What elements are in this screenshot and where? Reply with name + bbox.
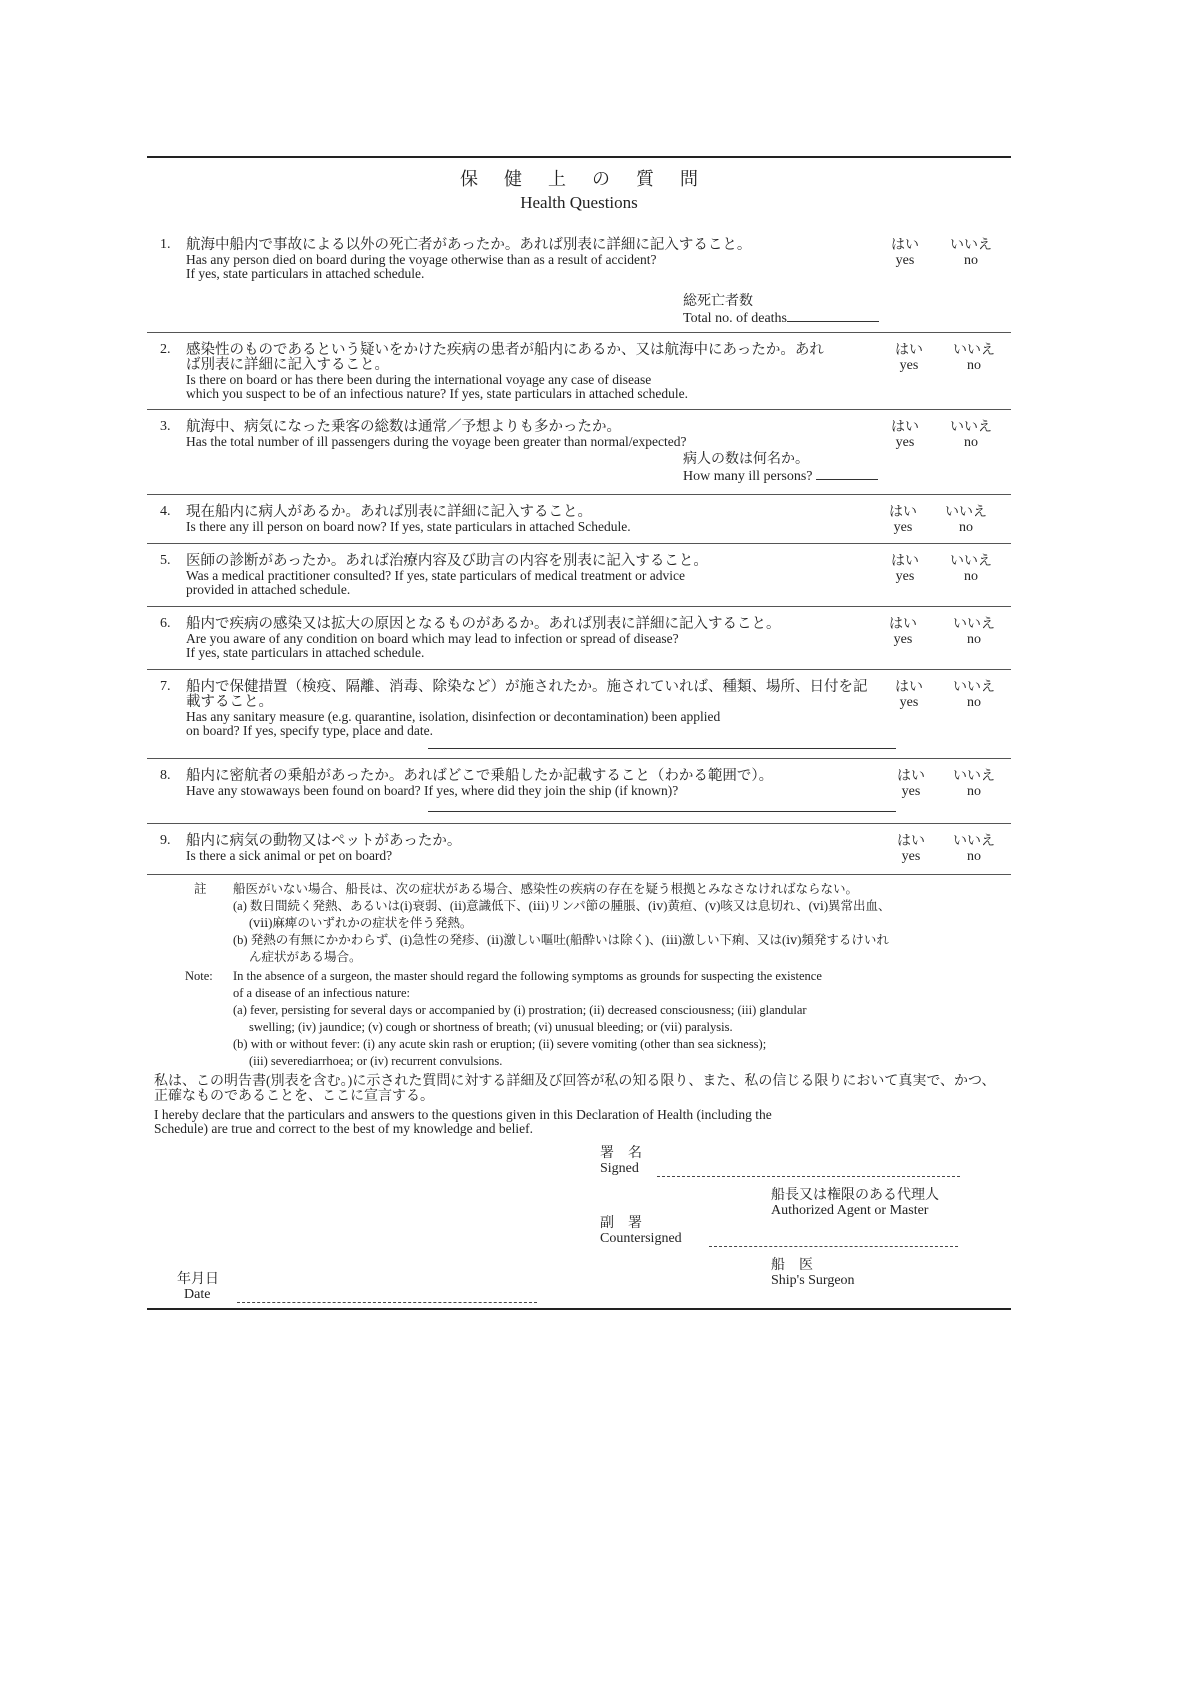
question-5 <box>147 544 1011 606</box>
question-text-ja: 医師の診断があったか。あれば治療内容及び助言の内容を別表に記入すること。 <box>186 553 708 569</box>
answer-yes[interactable]: はい yes <box>889 505 917 535</box>
signature-block <box>147 1136 1011 1306</box>
note-en-a: (a) fever, persisting for several days or accompanied by (i) prostration; (ii) decreased consciousness; (iii) glandular <box>233 1003 807 1017</box>
title-en: Health Questions <box>520 193 638 212</box>
question-1 <box>147 228 1011 332</box>
question-8 <box>147 759 1011 823</box>
question-text-en: Is there a sick animal or pet on board? <box>186 848 393 863</box>
note-en-b2: (iii) severediarrhoea; or (iv) recurrent convulsions. <box>249 1054 503 1068</box>
question-6 <box>147 607 1011 669</box>
title-ja: 保健上の質問 <box>460 169 724 189</box>
question-4 <box>147 495 1011 543</box>
total-deaths-field <box>683 294 914 326</box>
surgeon-label: 船 医 Ship's Surgeon <box>771 1258 855 1288</box>
question-text-ja: 船内に病気の動物又はペットがあったか。 <box>186 833 462 849</box>
ill-persons-field <box>683 452 914 484</box>
question-text-ja: 船内で疾病の感染又は拡大の原因となるものがあるか。あれば別表に詳細に記入すること。 <box>186 616 781 632</box>
stowaway-input[interactable] <box>428 811 896 812</box>
declaration-en-1: I hereby declare that the particulars and answers to the questions given in this Declaration of Health (including the <box>154 1107 772 1122</box>
sub-label-ja: 病人の数は何名か。 <box>683 452 809 467</box>
question-text-en: Is there any ill person on board now? If yes, state particulars in attached Schedule. <box>186 519 631 534</box>
note-ja-intro: 船医がいない場合、船長は、次の症状がある場合、感染性の疾病の存在を疑う根拠とみなさなければならない。 <box>233 882 859 896</box>
answer-no[interactable]: いいえ no <box>953 834 995 864</box>
note-en-intro: In the absence of a surgeon, the master should regard the following symptoms as grounds for suspecting the existence <box>233 969 822 983</box>
note-en-label: Note: <box>185 969 213 983</box>
question-number: 5. <box>160 553 171 568</box>
question-3 <box>147 410 1011 494</box>
note-en-b: (b) with or without fever: (i) any acute skin rash or eruption; (ii) severe vomiting (other than sea sickness); <box>233 1037 767 1051</box>
ill-persons-input[interactable] <box>816 467 878 480</box>
answer-yes[interactable]: はい yes <box>891 554 919 584</box>
question-text-ja: 船内に密航者の乗船があったか。あればどこで乗船したか記載すること（わかる範囲で）。 <box>186 768 774 784</box>
question-text-ja: 船内で保健措置（検疫、隔離、消毒、除染など）が施されたか。施されていれば、種類、場所、日付を記載すること。 <box>186 679 868 710</box>
question-number: 7. <box>160 679 171 694</box>
answer-no[interactable]: いいえ no <box>950 554 992 584</box>
notes-section <box>147 875 1011 1070</box>
form-title <box>147 158 1011 228</box>
sub-label-en: Total no. of deaths <box>683 311 787 326</box>
question-7 <box>147 670 1011 758</box>
question-text-en: Has the total number of ill passengers during the voyage been greater than normal/expected? <box>186 434 687 449</box>
note-ja-a: (a) 数日間続く発熱、あるいは(ⅰ)衰弱、(ⅱ)意識低下、(ⅲ)リンパ節の腫脹、(ⅳ)黄疸、(ⅴ)咳又は息切れ、(ⅵ)異常出血、 <box>233 899 891 913</box>
question-text-en: provided in attached schedule. <box>186 582 351 597</box>
health-questions-form <box>147 156 1011 1310</box>
declaration-ja-1: 私は、この明告書(別表を含む。)に示された質問に対する詳細及び回答が私の知る限り、また、私の信じる限りにおいて真実で、かつ、 <box>154 1074 996 1089</box>
answer-yes[interactable]: はい yes <box>889 617 917 647</box>
question-number: 4. <box>160 504 171 519</box>
question-number: 6. <box>160 616 171 631</box>
question-text-ja: 感染性のものであるという疑いをかけた疾病の患者が船内にあるか、又は航海中にあったか。あれば別表に詳細に記入すること。 <box>186 342 824 373</box>
note-ja-label: 註 <box>194 882 207 896</box>
question-number: 8. <box>160 768 171 783</box>
answer-no[interactable]: いいえ no <box>953 680 995 710</box>
question-text-en: Has any sanitary measure (e.g. quarantine, isolation, disinfection or decontamination) been applied <box>186 709 721 724</box>
question-number: 3. <box>160 419 171 434</box>
question-text-en: Have any stowaways been found on board? If yes, where did they join the ship (if known)? <box>186 783 679 798</box>
question-text-en: Is there on board or has there been during the international voyage any case of disease <box>186 372 652 387</box>
declaration <box>154 1074 1011 1136</box>
signed-label: 署 名 Signed <box>600 1146 642 1176</box>
note-en-intro2: of a disease of an infectious nature: <box>233 986 411 1000</box>
note-ja-b2: ん症状がある場合。 <box>249 950 362 964</box>
countersigned-line[interactable] <box>709 1246 958 1247</box>
question-text-ja: 航海中船内で事故による以外の死亡者があったか。あれば別表に詳細に記入すること。 <box>186 237 752 253</box>
sub-label-en: How many ill persons? <box>683 469 813 484</box>
question-number: 9. <box>160 833 171 848</box>
question-number: 2. <box>160 342 171 357</box>
declaration-ja-2: 正確なものであることを、ここに宣言する。 <box>154 1089 434 1104</box>
answer-no[interactable]: いいえ no <box>945 505 987 535</box>
question-9 <box>147 824 1011 874</box>
question-text-en: Was a medical practitioner consulted? If yes, state particulars of medical treatment or advice <box>186 568 685 583</box>
answer-no[interactable]: いいえ no <box>950 238 992 268</box>
answer-no[interactable]: いいえ no <box>953 769 995 799</box>
signed-line[interactable] <box>657 1176 960 1177</box>
question-text-en: Has any person died on board during the voyage otherwise than as a result of accident? <box>186 252 657 267</box>
date-label: 年月日 Date <box>177 1272 219 1302</box>
total-deaths-input[interactable] <box>787 309 879 322</box>
question-text-en: If yes, state particulars in attached schedule. <box>186 645 425 660</box>
note-ja-b: (b) 発熱の有無にかかわらず、(ⅰ)急性の発疹、(ⅱ)激しい嘔吐(船酔いは除く)、(ⅲ)激しい下痢、又は(ⅳ)頻発するけいれ <box>233 933 889 947</box>
question-text-en: which you suspect to be of an infectious nature? If yes, state particulars in attached schedule. <box>186 386 688 401</box>
sanitary-measure-input[interactable] <box>428 748 896 749</box>
answer-yes[interactable]: はい yes <box>895 343 923 373</box>
question-number: 1. <box>160 237 171 252</box>
question-text-ja: 航海中、病気になった乗客の総数は通常／予想よりも多かったか。 <box>186 419 621 435</box>
answer-yes[interactable]: はい yes <box>891 238 919 268</box>
note-ja-a2: (ⅶ)麻痺のいずれかの症状を伴う発熱。 <box>249 916 473 930</box>
question-text-en: on board? If yes, specify type, place and date. <box>186 723 434 738</box>
declaration-en-2: Schedule) are true and correct to the best of my knowledge and belief. <box>154 1121 533 1136</box>
countersigned-label: 副 署 Countersigned <box>600 1216 682 1246</box>
note-en-a2: swelling; (iv) jaundice; (v) cough or shortness of breath; (vi) unusual bleeding; or (vii) paralysis. <box>249 1020 733 1034</box>
answer-yes[interactable]: はい yes <box>895 680 923 710</box>
question-text-en: Are you aware of any condition on board which may lead to infection or spread of disease? <box>186 631 679 646</box>
answer-no[interactable]: いいえ no <box>950 420 992 450</box>
date-line[interactable] <box>237 1302 537 1303</box>
bottom-rule <box>147 1308 1011 1310</box>
question-2 <box>147 333 1011 409</box>
answer-yes[interactable]: はい yes <box>897 769 925 799</box>
answer-yes[interactable]: はい yes <box>897 834 925 864</box>
answer-yes[interactable]: はい yes <box>891 420 919 450</box>
question-text-en: If yes, state particulars in attached schedule. <box>186 266 425 281</box>
answer-no[interactable]: いいえ no <box>953 343 995 373</box>
question-text-ja: 現在船内に病人があるか。あれば別表に詳細に記入すること。 <box>186 504 592 520</box>
sub-label-ja: 総死亡者数 <box>683 294 753 309</box>
master-label: 船長又は権限のある代理人 Authorized Agent or Master <box>771 1188 939 1218</box>
answer-no[interactable]: いいえ no <box>953 617 995 647</box>
